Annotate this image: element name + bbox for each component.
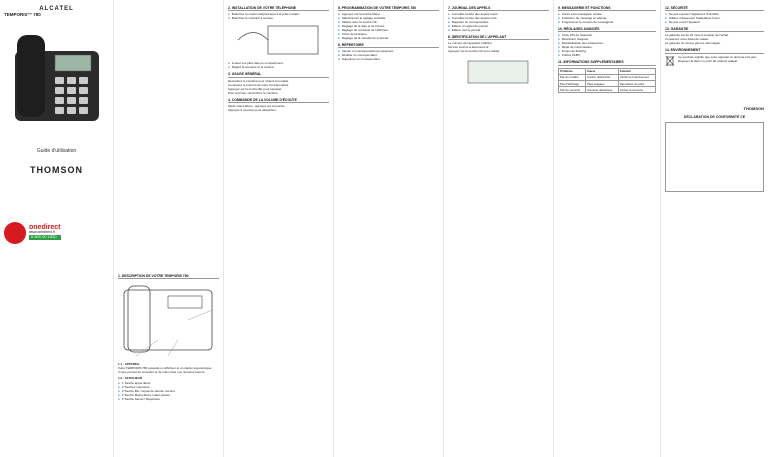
install-line: ● Branchez le cordon téléphonique à la prise murale. [228, 12, 329, 16]
safety-line: ● Utilisez uniquement l'adaptateur fourni. [665, 16, 764, 20]
safety-line: Déposez-le dans un point de collecte adapté. [678, 58, 739, 63]
journal-line: ● Effacer tout le journal. [448, 28, 549, 32]
journal-line: ● Consulter la liste des appels reçus. [448, 12, 549, 16]
journal-line: Appuyez sur la touche OK pour valider. [448, 49, 501, 54]
usage-line: Mode mains-libres : appuyez sur la touche. [228, 103, 286, 108]
journal-line: ● Consulter la liste des appels émis. [448, 16, 549, 20]
msg-line: ● Restriction d'appels. [558, 37, 656, 41]
install-line: ● Réglez la sonnerie et le volume. [228, 65, 329, 69]
onedirect-url: www.onedirect.fr [29, 230, 55, 235]
section-usage-title: 3. USAGE GÉNÉRAL [228, 72, 329, 77]
install-line: ● Branchez le combiné à la base. [228, 16, 329, 20]
msg-line: ● Accès à la messagerie vocale. [558, 12, 656, 16]
installation-diagram [228, 20, 328, 60]
panel-journal [444, 0, 554, 457]
section-journal-title: 7. JOURNAL DES APPELS [448, 6, 549, 11]
onedirect-logo-icon [4, 222, 26, 244]
panel-securite [661, 0, 768, 457]
journal-line: ● Effacer un appel du journal. [448, 24, 549, 28]
thomson-small-logo: THOMSON [743, 105, 764, 111]
cover-model: TEMPORIS™ 780 [4, 12, 41, 18]
safety-line: ● Ne pas ouvrir l'appareil. [665, 20, 764, 24]
table-cell: Pas de sonnerie [559, 87, 586, 93]
panel-programmation [334, 0, 444, 457]
safety-line: La garantie ne couvre pas les dommages. [665, 41, 721, 46]
section-messagerie-title: 9. MESSAGERIE ET FONCTIONS [558, 6, 656, 11]
section-identification-title: 8. IDENTIFICATION DE L'APPELANT [448, 35, 549, 40]
usage-line: Composez le numéro de votre correspondant. [228, 82, 290, 87]
table-row [559, 87, 656, 93]
desc-line: ● 4 Touche Mains-libres / Haut-parleur [118, 393, 219, 397]
safety-line: Ce symbole signifie que votre appareil ne doit pas être jeté. [678, 54, 757, 59]
phone-diagram [118, 280, 218, 360]
safety-line: ● Ne pas exposer l'appareil à l'humidité. [665, 12, 764, 16]
guide-title: Guide d'utilisation [36, 148, 77, 155]
desc-line: Il vous permet de consulter et de mémoriser vos numéros favoris. [118, 370, 206, 375]
panel-installation [224, 0, 334, 457]
section-repertoire-title: 6. RÉPERTOIRE [338, 43, 439, 48]
cover-brand: ALCATEL [39, 6, 74, 12]
troubleshooting-table [558, 68, 656, 94]
weee-bin-icon [665, 55, 675, 67]
table-cell: Remplacer les piles [618, 81, 655, 87]
prog-line: ● Sélectionnez le réglage souhaité. [338, 16, 439, 20]
table-header-cell: Solution [618, 68, 655, 74]
msg-line: ● Mode de numérotation. [558, 45, 656, 49]
journal-line: ● Rappeler un correspondant. [448, 20, 549, 24]
onedirect-phone: 0 800 00 1830 [29, 235, 61, 239]
journal-line: Le numéro de l'appelant s'affiche. [448, 41, 493, 46]
table-cell: Pas d'affichage [559, 81, 586, 87]
desc-line: ● 1 Touche appel direct [118, 381, 219, 385]
msg-line: ● Réinitialisation des paramètres. [558, 41, 656, 45]
prog-line: ● Supprimer un correspondant. [338, 57, 439, 61]
msg-line: ● Temps de flashing. [558, 49, 656, 53]
onedirect-badge [4, 222, 109, 244]
onedirect-name: onedirect [29, 224, 61, 231]
panel-description [114, 0, 224, 457]
safety-line: Conservez votre ticket de caisse. [665, 37, 710, 42]
table-cell: Activer la sonnerie [618, 87, 655, 93]
prog-line: ● Réglage de la date et de l'heure. [338, 24, 439, 28]
subtitle-afficheur: 1.2 - AFFICHEUR [118, 376, 143, 381]
usage-line: Appuyez sur la touche Bis pour rappeler. [228, 86, 283, 91]
usage-line: Décrochez le combiné pour obtenir la tonalité. [228, 78, 290, 83]
msg-line: ● Préfixe PABX. [558, 53, 656, 57]
desc-line: ● 2 Touches mémoires [118, 385, 219, 389]
table-header-cell: Problème [559, 68, 586, 74]
declaration-box [665, 122, 764, 192]
msg-line: ● Code PIN de l'appareil. [558, 33, 656, 37]
section-environnement-title: 14. ENVIRONNEMENT [665, 48, 764, 53]
prog-line: ● Validez avec la touche OK. [338, 20, 439, 24]
section-volume-title: 4. COMMANDE DE LA VOLUME D'ÉCOUTE [228, 98, 329, 103]
section-garantie-title: 13. GARANTIE [665, 27, 764, 32]
usage-line: Appuyez à nouveau pour désactiver. [228, 107, 277, 112]
table-header-cell: Cause [585, 68, 618, 74]
panel-messagerie [554, 0, 661, 457]
desc-line: ● 3 Touche Bis / rappel du dernier numéro [118, 389, 219, 393]
section-description-title: 1. DESCRIPTION DE VOTRE TEMPORIS 780 [118, 274, 219, 279]
display-diagram [448, 57, 548, 87]
desc-line: ● 5 Touche Secret / Répertoire [118, 397, 219, 401]
table-cell: Vérifier le branchement [618, 74, 655, 80]
table-cell: Pas de tonalité [559, 74, 586, 80]
section-reglages-title: 10. RÉGLAGES AVANCÉS [558, 27, 656, 32]
table-cell: Piles usagées [585, 81, 618, 87]
journal-line: Service soumis à abonnement. [448, 45, 490, 50]
thomson-logo: THOMSON [30, 164, 83, 175]
prog-line: ● Réglage du contraste de l'afficheur. [338, 28, 439, 32]
section-installation-title: 2. INSTALLATION DE VOTRE TÉLÉPHONE [228, 6, 329, 11]
section-programmation-title: 5. PROGRAMMATION DE VOTRE TEMPORIS 780 [338, 6, 439, 11]
table-cell: Sonnerie désactivée [585, 87, 618, 93]
desc-line: Votre TEMPORIS 780 possède un afficheur et un clavier ergonomique. [118, 366, 213, 371]
prog-line: ● Ajouter un correspondant au répertoire. [338, 49, 439, 53]
section-infos-title: 11. INFORMATIONS SUPPLÉMENTAIRES [558, 60, 656, 65]
msg-line: ● Indicateur de message en attente. [558, 16, 656, 20]
declaration-conformite: DÉCLARATION DE CONFORMITÉ CE [683, 114, 746, 119]
phone-illustration [7, 21, 107, 131]
prog-line: ● Modifier un correspondant. [338, 53, 439, 57]
prog-line: ● Réglage de la mélodie de sonnerie. [338, 36, 439, 40]
prog-line: ● Appuyez sur la touche Menu. [338, 12, 439, 16]
msg-line: ● Programmer le numéro de messagerie. [558, 20, 656, 24]
table-cell: Cordon débranché [585, 74, 618, 80]
install-line: ● Insérez les piles dans le compartiment. [228, 61, 329, 65]
prog-line: ● Choix de la langue. [338, 32, 439, 36]
cover-panel [0, 0, 114, 457]
subtitle-appareil: 1.1 - APPAREIL [118, 362, 140, 367]
section-securite-title: 12. SÉCURITÉ [665, 6, 764, 11]
usage-line: Pour terminer, raccrochez le combiné. [228, 90, 279, 95]
safety-line: La garantie est de 24 mois à compter de l'achat. [665, 33, 729, 38]
